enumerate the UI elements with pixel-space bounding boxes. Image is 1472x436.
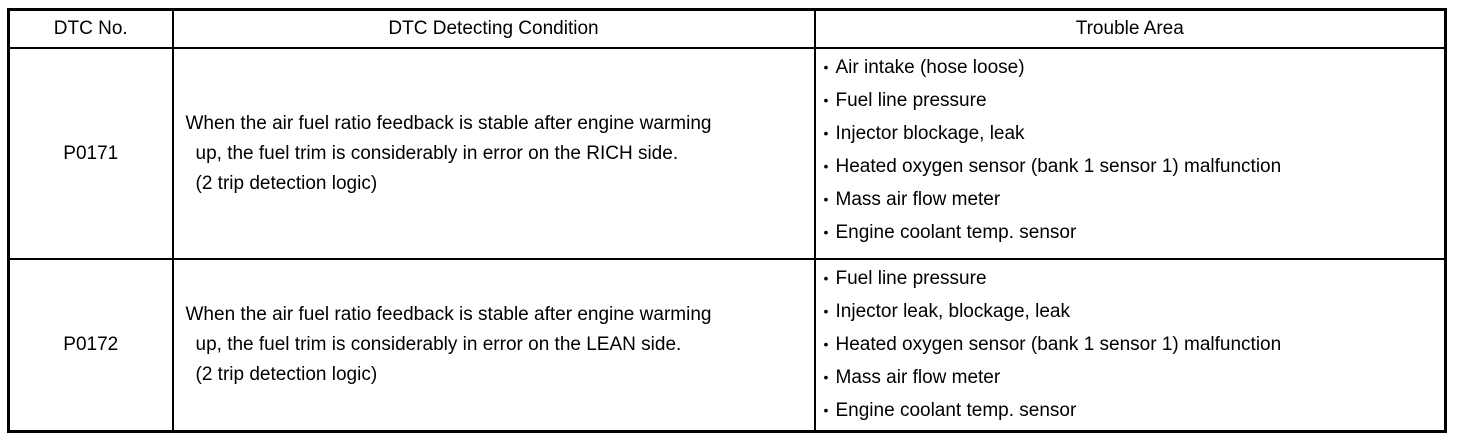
bullet-icon: • (823, 59, 829, 75)
list-item (824, 183, 1445, 216)
trouble-area-list (824, 262, 1445, 427)
trouble-area-text: Engine coolant temp. sensor (835, 400, 1077, 421)
bullet-icon: • (823, 369, 829, 385)
dtc-code-cell: P0172 (9, 259, 173, 432)
bullet-icon: • (823, 191, 829, 207)
bullet-icon: • (823, 336, 829, 352)
table-body (9, 48, 1446, 432)
condition-line: up, the fuel trim is considerably in error on the RICH side. (195, 142, 679, 164)
trouble-area-text: Engine coolant temp. sensor (835, 222, 1077, 243)
list-item (824, 117, 1445, 150)
dtc-table (7, 8, 1447, 433)
bullet-icon: • (823, 158, 829, 174)
list-item (824, 51, 1445, 84)
list-item (824, 328, 1445, 361)
trouble-area-text: Fuel line pressure (835, 90, 987, 111)
list-item (824, 216, 1445, 249)
bullet-icon: • (823, 92, 829, 108)
trouble-area-text: Fuel line pressure (835, 268, 987, 289)
trouble-area-text: Mass air flow meter (835, 189, 1001, 210)
trouble-area-list (824, 51, 1445, 249)
bullet-icon: • (823, 303, 829, 319)
trouble-area-text: Injector blockage, leak (835, 123, 1025, 144)
trouble-area-text: Heated oxygen sensor (bank 1 sensor 1) malfunction (835, 156, 1282, 177)
table-row (9, 259, 1446, 432)
trouble-area-text: Mass air flow meter (835, 367, 1001, 388)
condition-line: (2 trip detection logic) (195, 172, 378, 194)
bullet-icon: • (823, 125, 829, 141)
trouble-area-text: Injector leak, blockage, leak (835, 301, 1070, 322)
list-item (824, 150, 1445, 183)
list-item (824, 84, 1445, 117)
condition-line: When the air fuel ratio feedback is stable after engine warming (185, 304, 712, 325)
table-header (9, 10, 1446, 49)
header-row (9, 10, 1446, 49)
table-row (9, 48, 1446, 259)
trouble-area-text: Heated oxygen sensor (bank 1 sensor 1) malfunction (835, 334, 1282, 355)
trouble-area-cell (815, 48, 1446, 259)
detecting-condition-cell (173, 48, 815, 259)
list-item (824, 394, 1445, 427)
list-item (824, 262, 1445, 295)
condition-line: (2 trip detection logic) (195, 364, 378, 385)
trouble-area-cell (815, 259, 1446, 432)
header-dtc-no: DTC No. (9, 10, 173, 49)
header-detecting-condition: DTC Detecting Condition (173, 10, 815, 49)
trouble-area-text: Air intake (hose loose) (835, 57, 1025, 78)
detecting-condition-cell (173, 259, 815, 432)
bullet-icon: • (823, 224, 829, 240)
condition-line: When the air fuel ratio feedback is stable after engine warming (185, 112, 712, 134)
condition-line: up, the fuel trim is considerably in error on the LEAN side. (195, 334, 682, 355)
bullet-icon: • (823, 270, 829, 286)
header-trouble-area: Trouble Area (815, 10, 1446, 49)
list-item (824, 361, 1445, 394)
dtc-code-cell: P0171 (9, 48, 173, 259)
bullet-icon: • (823, 402, 829, 418)
list-item (824, 295, 1445, 328)
